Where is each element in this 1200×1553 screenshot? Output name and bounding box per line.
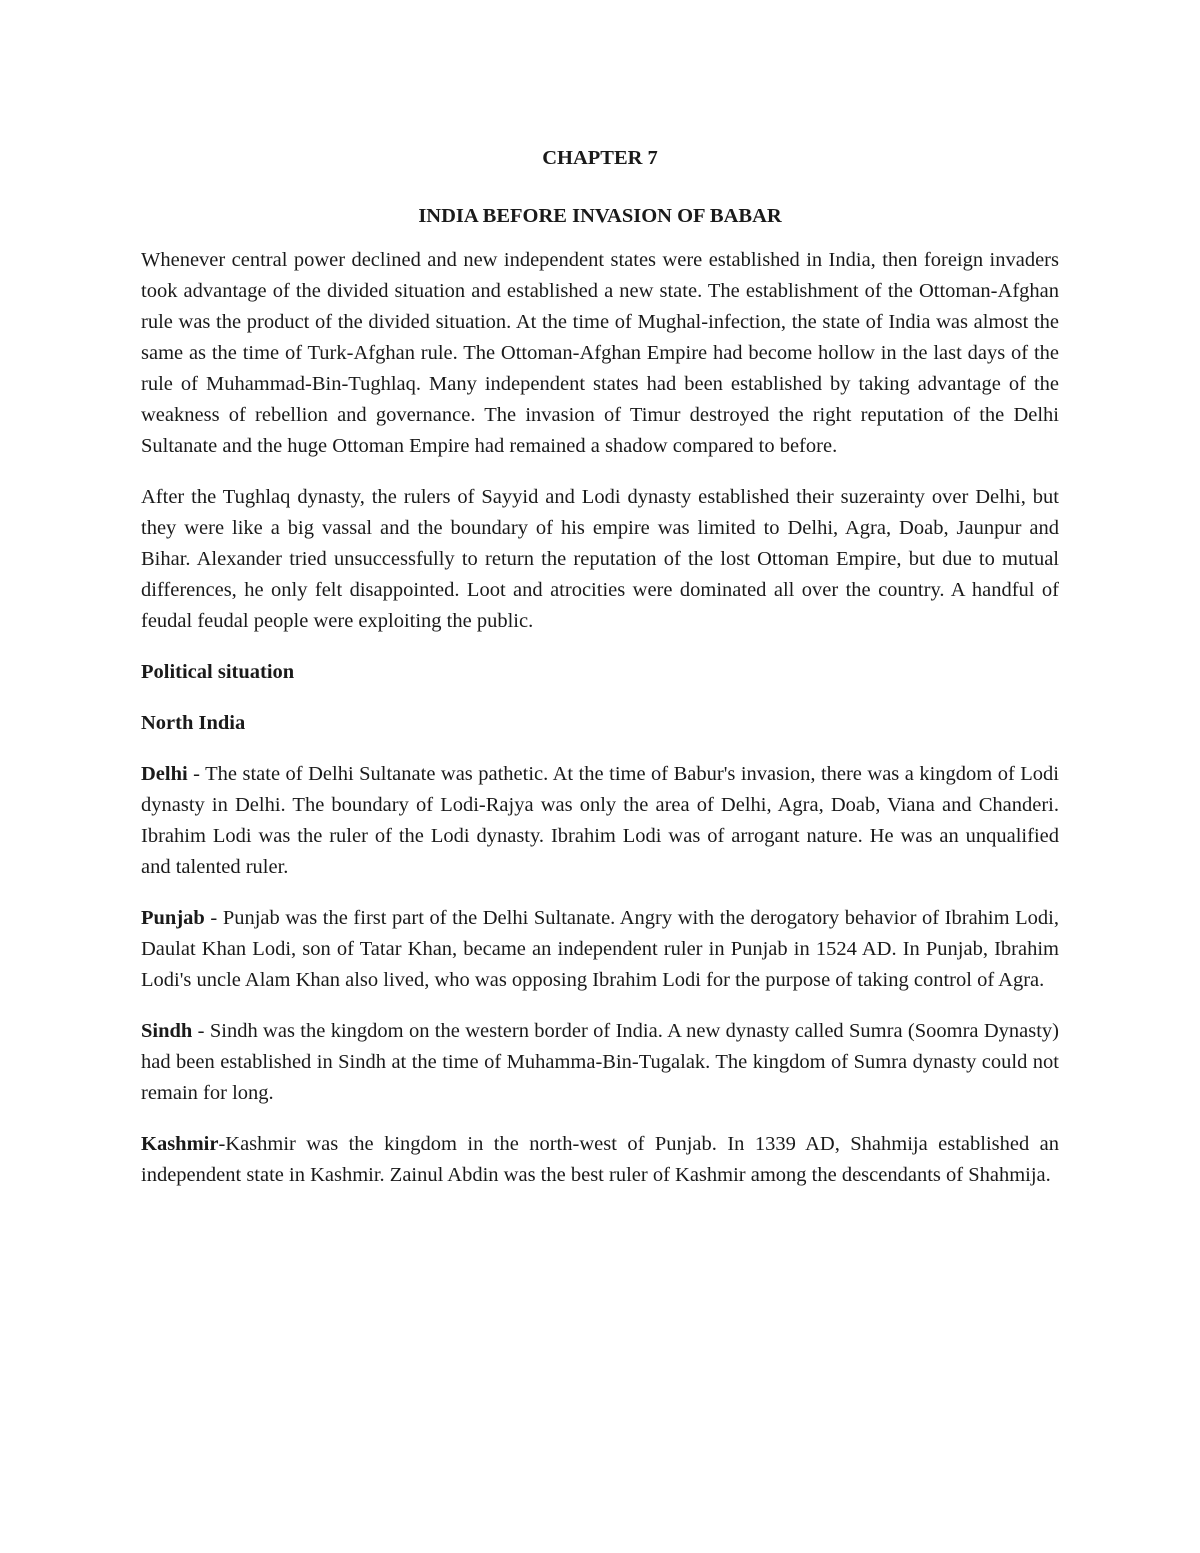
- region-separator: -: [192, 1020, 210, 1042]
- region-paragraph-kashmir: [141, 1129, 1059, 1191]
- intro-paragraph: Whenever central power declined and new independent states were established in India, then foreign invaders took advantage of the divided situation and established a new state. The establishment of the Ottoman-Afghan rule was the product of the divided situation. At the time of Mughal-infection, the state of India was almost the same as the time of Turk-Afghan rule. The Ottoman-Afghan Empire had become hollow in the last days of the rule of Muhammad-Bin-Tughlaq. Many independent states had been established by taking advantage of the weakness of rebellion and governance. The invasion of Timur destroyed the right reputation of the Delhi Sultanate and the huge Ottoman Empire had remained a shadow compared to before.: [141, 249, 1059, 457]
- region-paragraph-sindh: [141, 1016, 1059, 1109]
- region-separator: -: [218, 1133, 226, 1155]
- region-text: Sindh was the kingdom on the western border of India. A new dynasty called Sumra (Soomra Dynasty) had been established in Sindh at the time of Muhamma-Bin-Tugalak. The kingdom of Sumra dynasty could not remain for long.: [141, 1020, 1060, 1104]
- region-name: Sindh: [141, 1020, 193, 1042]
- region-text: Punjab was the first part of the Delhi Sultanate. Angry with the derogatory behavior of Ibrahim Lodi, Daulat Khan Lodi, son of Tatar Khan, became an independent ruler in Punjab in 1524 AD. In Punjab, Ibrahim Lodi's uncle Alam Khan also lived, who was opposing Ibrahim Lodi for the purpose of taking control of Agra.: [141, 907, 1059, 991]
- region-text: Kashmir was the kingdom in the north-west of Punjab. In 1339 AD, Shahmija established an independent state in Kashmir. Zainul Abdin was the best ruler of Kashmir among the descendants of Shahmija.: [141, 1133, 1059, 1186]
- region-separator: -: [204, 907, 223, 929]
- region-paragraph-delhi: [141, 759, 1059, 883]
- chapter-title: INDIA BEFORE INVASION OF BABAR: [418, 205, 782, 227]
- subsection-heading-north-india: North India: [141, 712, 246, 734]
- region-name: Delhi: [141, 763, 188, 785]
- region-separator: -: [187, 763, 206, 785]
- document-page: [141, 138, 1059, 1211]
- region-paragraph-punjab: [141, 903, 1059, 996]
- region-name: Punjab: [141, 907, 205, 929]
- chapter-number: CHAPTER 7: [542, 147, 658, 169]
- section-heading-political-situation: Political situation: [141, 661, 295, 683]
- region-name: Kashmir: [141, 1133, 219, 1155]
- intro-paragraph: After the Tughlaq dynasty, the rulers of Sayyid and Lodi dynasty established their suzerainty over Delhi, but they were like a big vassal and the boundary of his empire was limited to Delhi, Agra, Doab, Jaunpur and Bihar. Alexander tried unsuccessfully to return the reputation of the lost Ottoman Empire, but due to mutual differences, he only felt disappointed. Loot and atrocities were dominated all over the country. A handful of feudal feudal people were exploiting the public.: [141, 486, 1059, 632]
- region-text: The state of Delhi Sultanate was pathetic. At the time of Babur's invasion, there was a kingdom of Lodi dynasty in Delhi. The boundary of Lodi-Rajya was only the area of Delhi, Agra, Doab, Viana and Chanderi. Ibrahim Lodi was the ruler of the Lodi dynasty. Ibrahim Lodi was of arrogant nature. He was an unqualified and talented ruler.: [141, 763, 1059, 878]
